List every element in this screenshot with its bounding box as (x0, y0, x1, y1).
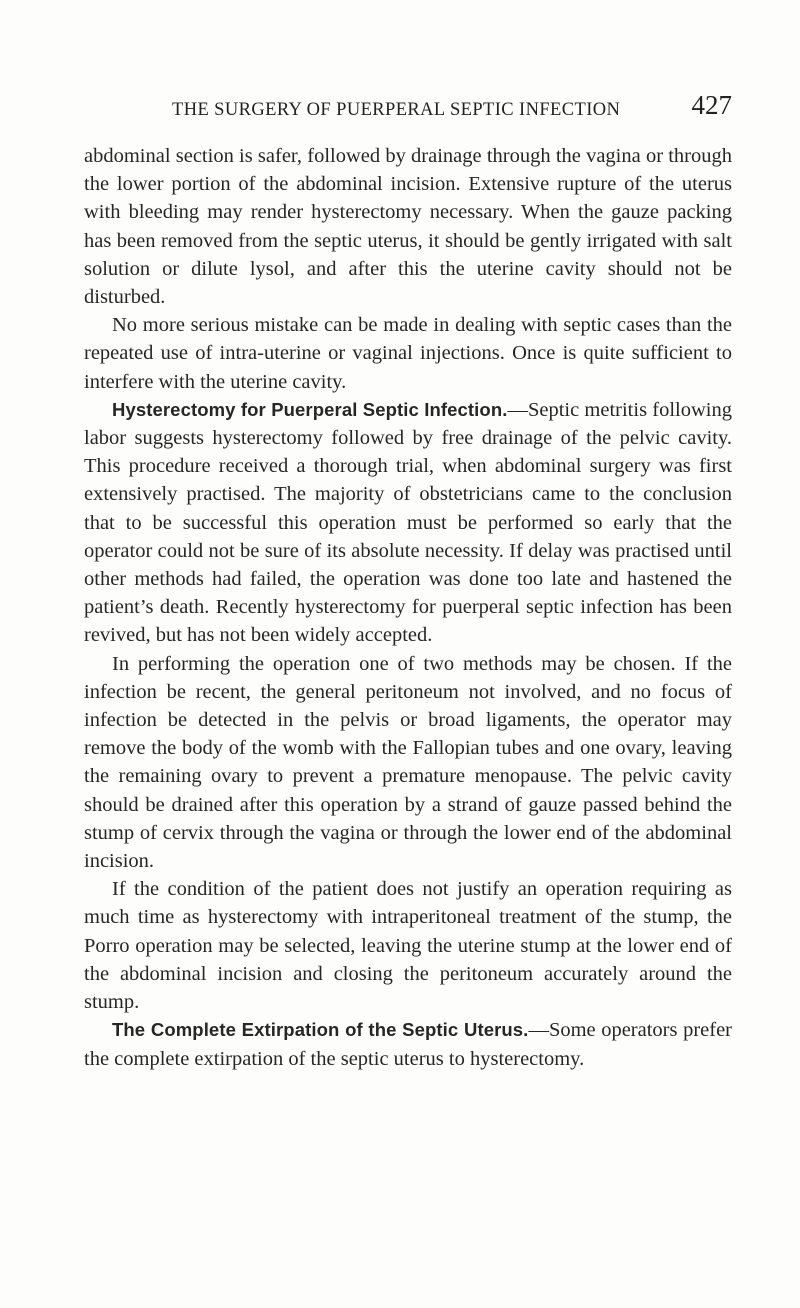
paragraph-3-text: Septic metritis following labor suggests hysterectomy followed by free drainage of the pelvic cavity. This procedure received a thorough trial, when abdominal surgery was first extensively practised. The majority of obstetricians came to the conclusion that to be successful this operation must be performed so early that the operator could not be sure of its absolute necessity. If delay was practised until other methods had failed, the operation was done too late and hastened the patient’s death. Recently hysterectomy for puerperal septic infection has been revived, but has not been widely accepted. (84, 398, 732, 647)
paragraph-2: No more serious mistake can be made in dealing with septic cases than the repeated use of intra-uterine or vaginal injections. Once is quite sufficient to interfere with the uterine cavity. (84, 314, 732, 393)
running-title: THE SURGERY OF PUERPERAL SEPTIC INFECTION (172, 100, 621, 120)
paragraph-5: If the condition of the patient does not justify an operation requiring as much time as hysterectomy with intraperitoneal treatment of the stump, the Porro operation may be selected, leaving the uterine stump at the lower end of the abdominal incision and closing the peritoneum accurately around the stump. (84, 878, 732, 1014)
running-head (172, 92, 732, 126)
paragraph-4: In performing the operation one of two methods may be chosen. If the infection be recent, the general peritoneum not involved, and no focus of infection be detected in the pelvis or broad ligaments, the operator may remove the body of the womb with the Fallopian tubes and one ovary, leaving the remaining ovary to prevent a premature menopause. The pelvic cavity should be drained after this operation by a strand of gauze passed behind the stump of cervix through the vagina or through the lower end of the abdominal incision. (84, 652, 732, 873)
paragraph-1: abdominal section is safer, followed by drainage through the vagina or through the lower portion of the abdominal incision. Extensive rupture of the uterus with bleeding may render hysterectomy necessary. When the gauze packing has been removed from the septic uterus, it should be gently irrigated with salt solution or dilute lysol, and after this the uterine cavity should not be disturbed. (84, 145, 732, 309)
paragraph-3 (84, 396, 732, 650)
section-dash: — (528, 1019, 549, 1042)
section-dash: — (507, 398, 528, 421)
paragraph-6 (84, 1016, 732, 1072)
section-heading-complete-extirpation: The Complete Extirpation of the Septic Uterus. (112, 1019, 529, 1041)
body-text (84, 142, 732, 1073)
page-number: 427 (691, 90, 732, 120)
section-heading-hysterectomy: Hysterectomy for Puerperal Septic Infection. (112, 398, 508, 420)
paragraph-6-text: Some operators prefer the complete extirpation of the septic uterus to hysterectomy. (84, 1019, 732, 1070)
